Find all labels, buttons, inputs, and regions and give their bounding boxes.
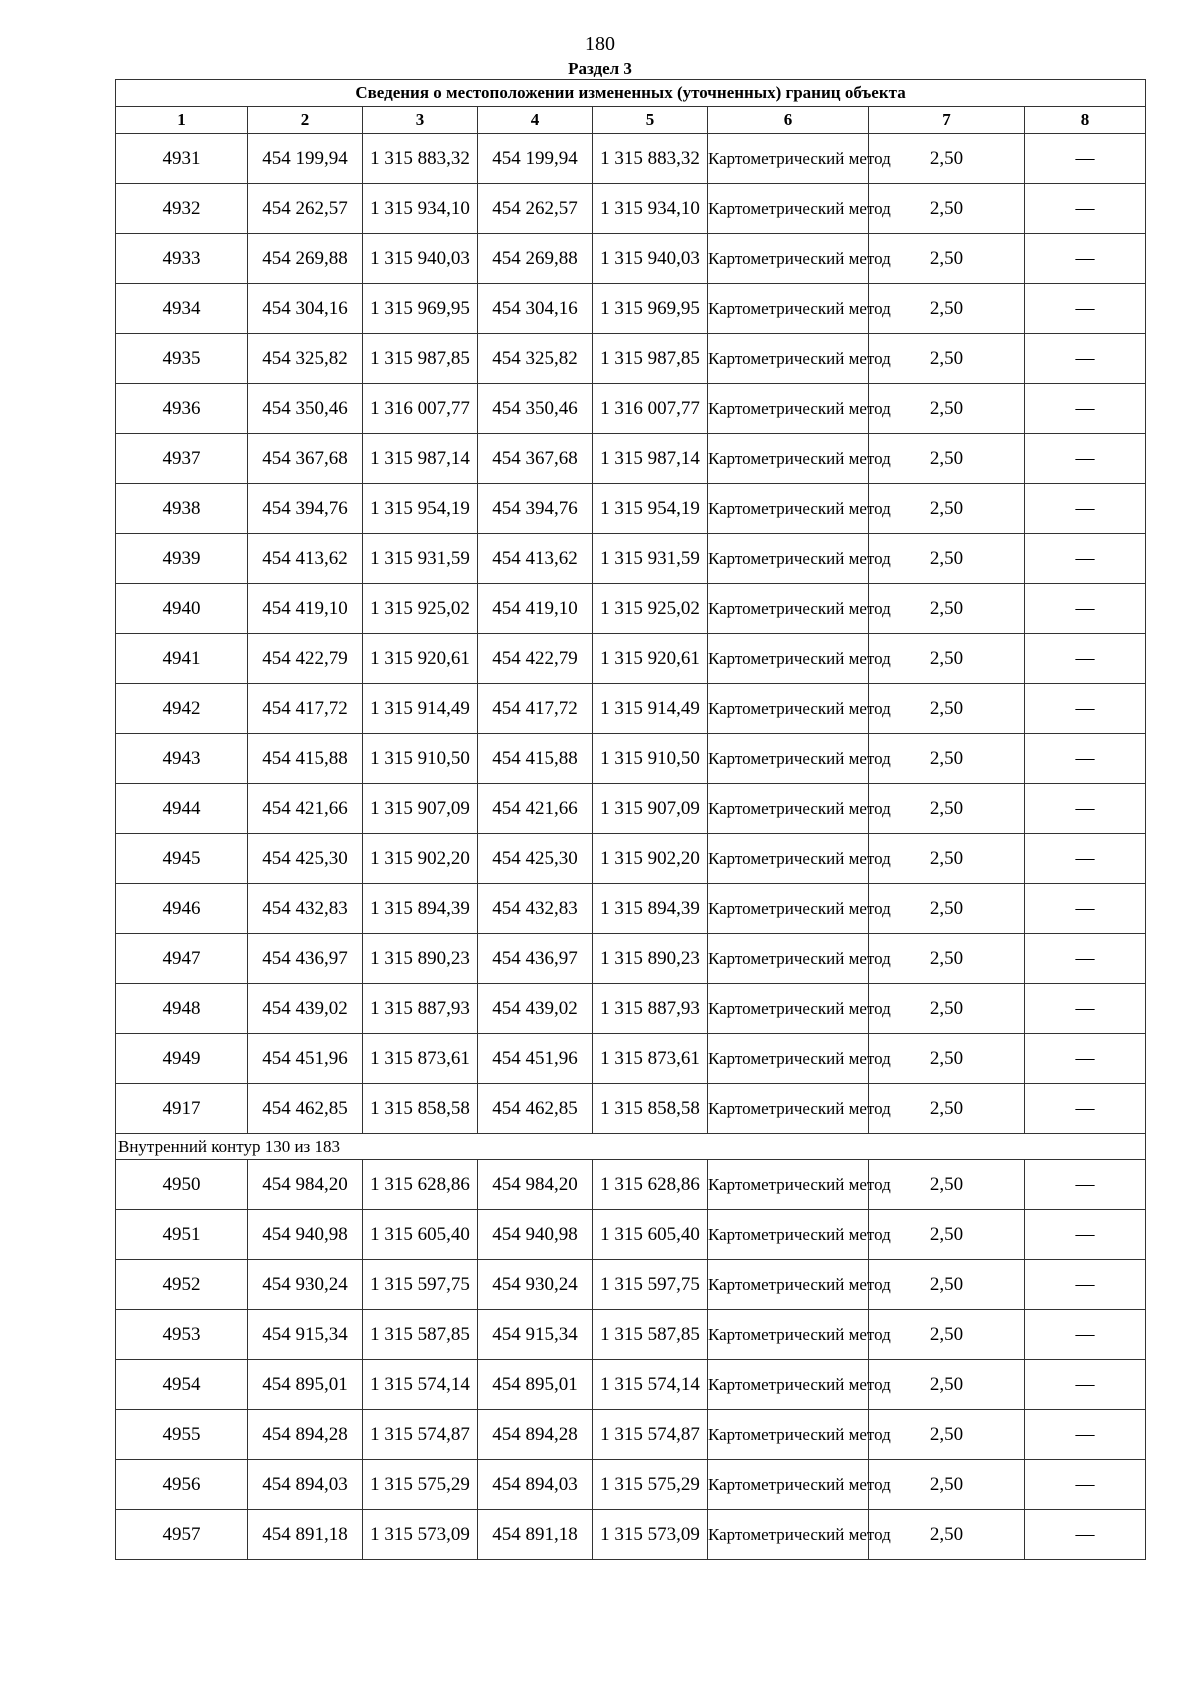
table-cell: —	[1025, 234, 1146, 284]
table-row	[116, 284, 1146, 334]
table-cell: 4939	[116, 534, 248, 584]
table-cell: 454 984,20	[248, 1160, 363, 1210]
table-cell: —	[1025, 734, 1146, 784]
table-cell: 1 315 969,95	[363, 284, 478, 334]
table-cell: 454 367,68	[478, 434, 593, 484]
page-number: 180	[585, 33, 615, 55]
table-cell: 454 894,28	[478, 1410, 593, 1460]
table-cell: 2,50	[869, 184, 1025, 234]
table-cell: 1 315 934,10	[363, 184, 478, 234]
table-cell: 454 394,76	[248, 484, 363, 534]
table-cell: 4949	[116, 1034, 248, 1084]
table-cell: 2,50	[869, 384, 1025, 434]
table-cell: 1 316 007,77	[593, 384, 708, 434]
table-cell: 454 894,28	[248, 1410, 363, 1460]
table-cell: 454 436,97	[478, 934, 593, 984]
table-cell: 454 413,62	[248, 534, 363, 584]
column-header: 1	[116, 107, 248, 134]
table-cell: 1 315 887,93	[593, 984, 708, 1034]
table-cell: 1 315 925,02	[593, 584, 708, 634]
table-cell: 2,50	[869, 434, 1025, 484]
table-cell: 454 262,57	[248, 184, 363, 234]
table-cell: 4936	[116, 384, 248, 434]
table-cell: 454 269,88	[478, 234, 593, 284]
table-cell: 454 462,85	[478, 1084, 593, 1134]
column-header: 2	[248, 107, 363, 134]
table-cell: 1 315 883,32	[363, 134, 478, 184]
table-cell: —	[1025, 584, 1146, 634]
column-header: 5	[593, 107, 708, 134]
table-cell: 454 419,10	[478, 584, 593, 634]
table-cell: 454 304,16	[478, 284, 593, 334]
table-cell: Картометрический метод	[708, 1260, 869, 1310]
table-cell: Картометрический метод	[708, 1210, 869, 1260]
table-cell: 454 350,46	[248, 384, 363, 434]
table-cell: —	[1025, 134, 1146, 184]
table-cell: 454 417,72	[248, 684, 363, 734]
table-cell: 454 930,24	[478, 1260, 593, 1310]
table-cell: 454 394,76	[478, 484, 593, 534]
table-cell: 454 894,03	[478, 1460, 593, 1510]
column-header: 7	[869, 107, 1025, 134]
table-row	[116, 1084, 1146, 1134]
table-row	[116, 1310, 1146, 1360]
table-cell: 454 421,66	[478, 784, 593, 834]
table-cell: 454 432,83	[248, 884, 363, 934]
table-cell: Картометрический метод	[708, 1034, 869, 1084]
table-cell: 1 315 907,09	[363, 784, 478, 834]
table-cell: 2,50	[869, 1360, 1025, 1410]
table-cell: 1 315 910,50	[593, 734, 708, 784]
table-cell: 454 325,82	[478, 334, 593, 384]
table-cell: 454 425,30	[478, 834, 593, 884]
table-cell: 1 315 574,14	[593, 1360, 708, 1410]
table-cell: 2,50	[869, 1510, 1025, 1560]
table-cell: 454 199,94	[248, 134, 363, 184]
table-cell: Картометрический метод	[708, 1510, 869, 1560]
table-cell: 4937	[116, 434, 248, 484]
table-cell: Картометрический метод	[708, 284, 869, 334]
table-cell: Картометрический метод	[708, 784, 869, 834]
table-cell: —	[1025, 1160, 1146, 1210]
table-cell: 2,50	[869, 1410, 1025, 1460]
table-cell: 454 895,01	[478, 1360, 593, 1410]
table-cell: 1 315 890,23	[363, 934, 478, 984]
table-cell: 4917	[116, 1084, 248, 1134]
table-cell: 4933	[116, 234, 248, 284]
table-cell: 1 315 628,86	[593, 1160, 708, 1210]
table-cell: 454 350,46	[478, 384, 593, 434]
table-row	[116, 234, 1146, 284]
table-cell: 454 940,98	[248, 1210, 363, 1260]
table-cell: 2,50	[869, 684, 1025, 734]
table-cell: 2,50	[869, 334, 1025, 384]
table-cell: Картометрический метод	[708, 134, 869, 184]
table-cell: —	[1025, 684, 1146, 734]
table-cell: 1 315 575,29	[363, 1460, 478, 1510]
table-cell: 1 315 883,32	[593, 134, 708, 184]
table-cell: —	[1025, 934, 1146, 984]
table-cell: —	[1025, 984, 1146, 1034]
table-cell: Картометрический метод	[708, 534, 869, 584]
table-cell: —	[1025, 334, 1146, 384]
table-cell: 454 930,24	[248, 1260, 363, 1310]
table-cell: 4953	[116, 1310, 248, 1360]
table-cell: 454 891,18	[248, 1510, 363, 1560]
table-cell: 454 895,01	[248, 1360, 363, 1410]
table-row	[116, 684, 1146, 734]
table-cell: 1 315 887,93	[363, 984, 478, 1034]
table-cell: 1 315 605,40	[363, 1210, 478, 1260]
table-cell: 4952	[116, 1260, 248, 1310]
table-row	[116, 1160, 1146, 1210]
table-cell: —	[1025, 1310, 1146, 1360]
table-row	[116, 1034, 1146, 1084]
table-cell: 1 315 931,59	[363, 534, 478, 584]
table-cell: —	[1025, 1410, 1146, 1460]
table-cell: 1 315 873,61	[593, 1034, 708, 1084]
column-header: 3	[363, 107, 478, 134]
table-cell: —	[1025, 284, 1146, 334]
table-row	[116, 734, 1146, 784]
table-cell: 454 325,82	[248, 334, 363, 384]
table-cell: 4935	[116, 334, 248, 384]
table-cell: Картометрический метод	[708, 1310, 869, 1360]
table-cell: Картометрический метод	[708, 434, 869, 484]
table-cell: 4934	[116, 284, 248, 334]
table-cell: 2,50	[869, 1210, 1025, 1260]
table-cell: 454 451,96	[478, 1034, 593, 1084]
table-body	[116, 134, 1146, 1560]
table-cell: 4946	[116, 884, 248, 934]
table-cell: —	[1025, 1210, 1146, 1260]
table-cell: —	[1025, 1460, 1146, 1510]
table-cell: 454 269,88	[248, 234, 363, 284]
table-cell: 1 315 575,29	[593, 1460, 708, 1510]
table-cell: 1 315 858,58	[593, 1084, 708, 1134]
table-row	[116, 1510, 1146, 1560]
column-header: 8	[1025, 107, 1146, 134]
table-cell: 1 315 902,20	[363, 834, 478, 884]
table-cell: 1 315 954,19	[363, 484, 478, 534]
table-cell: 1 315 890,23	[593, 934, 708, 984]
table-cell: Картометрический метод	[708, 884, 869, 934]
table-cell: —	[1025, 884, 1146, 934]
table-cell: 1 315 894,39	[363, 884, 478, 934]
table-cell: 454 425,30	[248, 834, 363, 884]
table-cell: —	[1025, 1084, 1146, 1134]
table-row	[116, 834, 1146, 884]
table-caption-row	[116, 80, 1146, 107]
table-cell: 2,50	[869, 1310, 1025, 1360]
table-cell: 2,50	[869, 234, 1025, 284]
table-cell: 4931	[116, 134, 248, 184]
table-cell: 1 315 574,87	[363, 1410, 478, 1460]
table-cell: 1 315 605,40	[593, 1210, 708, 1260]
table-cell: 2,50	[869, 284, 1025, 334]
table-cell: —	[1025, 634, 1146, 684]
table-row	[116, 584, 1146, 634]
table-cell: 1 315 894,39	[593, 884, 708, 934]
table-cell: 1 315 597,75	[363, 1260, 478, 1310]
table-cell: 2,50	[869, 534, 1025, 584]
table-cell: 1 315 902,20	[593, 834, 708, 884]
table-cell: 454 419,10	[248, 584, 363, 634]
table-cell: 1 315 987,14	[593, 434, 708, 484]
table-cell: 2,50	[869, 834, 1025, 884]
table-cell: 454 415,88	[478, 734, 593, 784]
table-cell: 4940	[116, 584, 248, 634]
table-row	[116, 1360, 1146, 1410]
table-cell: 4944	[116, 784, 248, 834]
table-cell: 1 315 573,09	[363, 1510, 478, 1560]
table-row	[116, 384, 1146, 434]
table-cell: 454 915,34	[248, 1310, 363, 1360]
table-cell: 4943	[116, 734, 248, 784]
table-cell: 1 315 910,50	[363, 734, 478, 784]
table-cell: 2,50	[869, 984, 1025, 1034]
table-cell: 1 315 574,87	[593, 1410, 708, 1460]
table-cell: 454 421,66	[248, 784, 363, 834]
contour-label: Внутренний контур 130 из 183	[116, 1134, 1146, 1160]
table-cell: 4938	[116, 484, 248, 534]
table-row	[116, 634, 1146, 684]
table-cell: 454 984,20	[478, 1160, 593, 1210]
table-cell: 454 262,57	[478, 184, 593, 234]
table-cell: 454 304,16	[248, 284, 363, 334]
table-cell: 454 422,79	[248, 634, 363, 684]
table-cell: —	[1025, 434, 1146, 484]
table-cell: 454 199,94	[478, 134, 593, 184]
table-cell: 454 422,79	[478, 634, 593, 684]
table-cell: 1 315 987,14	[363, 434, 478, 484]
table-cell: 1 315 954,19	[593, 484, 708, 534]
table-cell: —	[1025, 1360, 1146, 1410]
table-cell: 454 940,98	[478, 1210, 593, 1260]
table-cell: Картометрический метод	[708, 734, 869, 784]
column-header-row	[116, 107, 1146, 134]
table-cell: 4942	[116, 684, 248, 734]
table-row	[116, 984, 1146, 1034]
table-row	[116, 1260, 1146, 1310]
table-cell: 454 451,96	[248, 1034, 363, 1084]
table-cell: 4945	[116, 834, 248, 884]
table-cell: —	[1025, 784, 1146, 834]
table-cell: 454 413,62	[478, 534, 593, 584]
table-cell: Картометрический метод	[708, 184, 869, 234]
table-row	[116, 934, 1146, 984]
table-cell: Картометрический метод	[708, 484, 869, 534]
table-cell: 1 315 987,85	[363, 334, 478, 384]
table-cell: 1 315 940,03	[363, 234, 478, 284]
table-cell: —	[1025, 1510, 1146, 1560]
table-cell: 454 462,85	[248, 1084, 363, 1134]
table-cell: 2,50	[869, 934, 1025, 984]
table-cell: 1 315 587,85	[593, 1310, 708, 1360]
table-cell: 2,50	[869, 1260, 1025, 1310]
table-cell: 1 315 873,61	[363, 1034, 478, 1084]
table-cell: 454 436,97	[248, 934, 363, 984]
table-cell: Картометрический метод	[708, 334, 869, 384]
table-cell: 4941	[116, 634, 248, 684]
table-cell: 454 894,03	[248, 1460, 363, 1510]
table-cell: 4956	[116, 1460, 248, 1510]
table-cell: 2,50	[869, 1084, 1025, 1134]
table-cell: 2,50	[869, 134, 1025, 184]
table-cell: 2,50	[869, 784, 1025, 834]
table-row	[116, 134, 1146, 184]
table-row	[116, 434, 1146, 484]
table-cell: —	[1025, 534, 1146, 584]
table-cell: 4932	[116, 184, 248, 234]
table-cell: 4948	[116, 984, 248, 1034]
table-cell: 1 315 914,49	[593, 684, 708, 734]
table-cell: 1 315 587,85	[363, 1310, 478, 1360]
table-cell: 1 316 007,77	[363, 384, 478, 434]
table-caption: Сведения о местоположении измененных (уточненных) границ объекта	[116, 80, 1146, 107]
table-cell: 1 315 940,03	[593, 234, 708, 284]
table-cell: 1 315 914,49	[363, 684, 478, 734]
table-cell: 2,50	[869, 884, 1025, 934]
table-row	[116, 334, 1146, 384]
table-cell: 454 367,68	[248, 434, 363, 484]
table-cell: 1 315 907,09	[593, 784, 708, 834]
table-cell: Картометрический метод	[708, 584, 869, 634]
table-cell: 4957	[116, 1510, 248, 1560]
table-cell: 454 915,34	[478, 1310, 593, 1360]
table-cell: 2,50	[869, 584, 1025, 634]
table-cell: —	[1025, 1260, 1146, 1310]
table-row	[116, 1410, 1146, 1460]
table-cell: 4951	[116, 1210, 248, 1260]
table-cell: 4955	[116, 1410, 248, 1460]
table-cell: 454 432,83	[478, 884, 593, 934]
table-cell: 1 315 969,95	[593, 284, 708, 334]
table-cell: 2,50	[869, 484, 1025, 534]
table-cell: 454 891,18	[478, 1510, 593, 1560]
table-cell: 4950	[116, 1160, 248, 1210]
table-cell: 4954	[116, 1360, 248, 1410]
table-cell: Картометрический метод	[708, 1160, 869, 1210]
table-cell: 1 315 987,85	[593, 334, 708, 384]
table-cell: Картометрический метод	[708, 234, 869, 284]
table-cell: —	[1025, 1034, 1146, 1084]
table-cell: 1 315 573,09	[593, 1510, 708, 1560]
table-cell: 1 315 858,58	[363, 1084, 478, 1134]
table-row	[116, 884, 1146, 934]
column-header: 4	[478, 107, 593, 134]
table-cell: 2,50	[869, 1160, 1025, 1210]
table-cell: —	[1025, 184, 1146, 234]
table-row	[116, 1460, 1146, 1510]
table-cell: 454 415,88	[248, 734, 363, 784]
table-row	[116, 784, 1146, 834]
table-cell: 1 315 925,02	[363, 584, 478, 634]
table-cell: 1 315 574,14	[363, 1360, 478, 1410]
table-cell: Картометрический метод	[708, 834, 869, 884]
table-cell: 1 315 597,75	[593, 1260, 708, 1310]
table-cell: 2,50	[869, 634, 1025, 684]
table-cell: Картометрический метод	[708, 934, 869, 984]
column-header: 6	[708, 107, 869, 134]
table-cell: 2,50	[869, 1460, 1025, 1510]
table-row	[116, 1210, 1146, 1260]
table-cell: —	[1025, 384, 1146, 434]
table-cell: Картометрический метод	[708, 1410, 869, 1460]
table-cell: 1 315 920,61	[363, 634, 478, 684]
section-title: Раздел 3	[568, 59, 632, 78]
table-cell: 454 439,02	[478, 984, 593, 1034]
boundary-coordinates-table	[115, 79, 1146, 1560]
contour-separator-row	[116, 1134, 1146, 1160]
table-cell: 454 417,72	[478, 684, 593, 734]
table-cell: 2,50	[869, 734, 1025, 784]
table-cell: 1 315 931,59	[593, 534, 708, 584]
table-cell: 4947	[116, 934, 248, 984]
table-cell: 454 439,02	[248, 984, 363, 1034]
table-cell: —	[1025, 834, 1146, 884]
table-cell: Картометрический метод	[708, 384, 869, 434]
table-cell: 1 315 628,86	[363, 1160, 478, 1210]
table-cell: 2,50	[869, 1034, 1025, 1084]
table-row	[116, 184, 1146, 234]
table-cell: Картометрический метод	[708, 1360, 869, 1410]
table-cell: Картометрический метод	[708, 1084, 869, 1134]
table-row	[116, 534, 1146, 584]
table-cell: Картометрический метод	[708, 634, 869, 684]
table-cell: —	[1025, 484, 1146, 534]
table-cell: Картометрический метод	[708, 684, 869, 734]
table-cell: 1 315 934,10	[593, 184, 708, 234]
table-cell: 1 315 920,61	[593, 634, 708, 684]
table-row	[116, 484, 1146, 534]
table-cell: Картометрический метод	[708, 984, 869, 1034]
table-cell: Картометрический метод	[708, 1460, 869, 1510]
